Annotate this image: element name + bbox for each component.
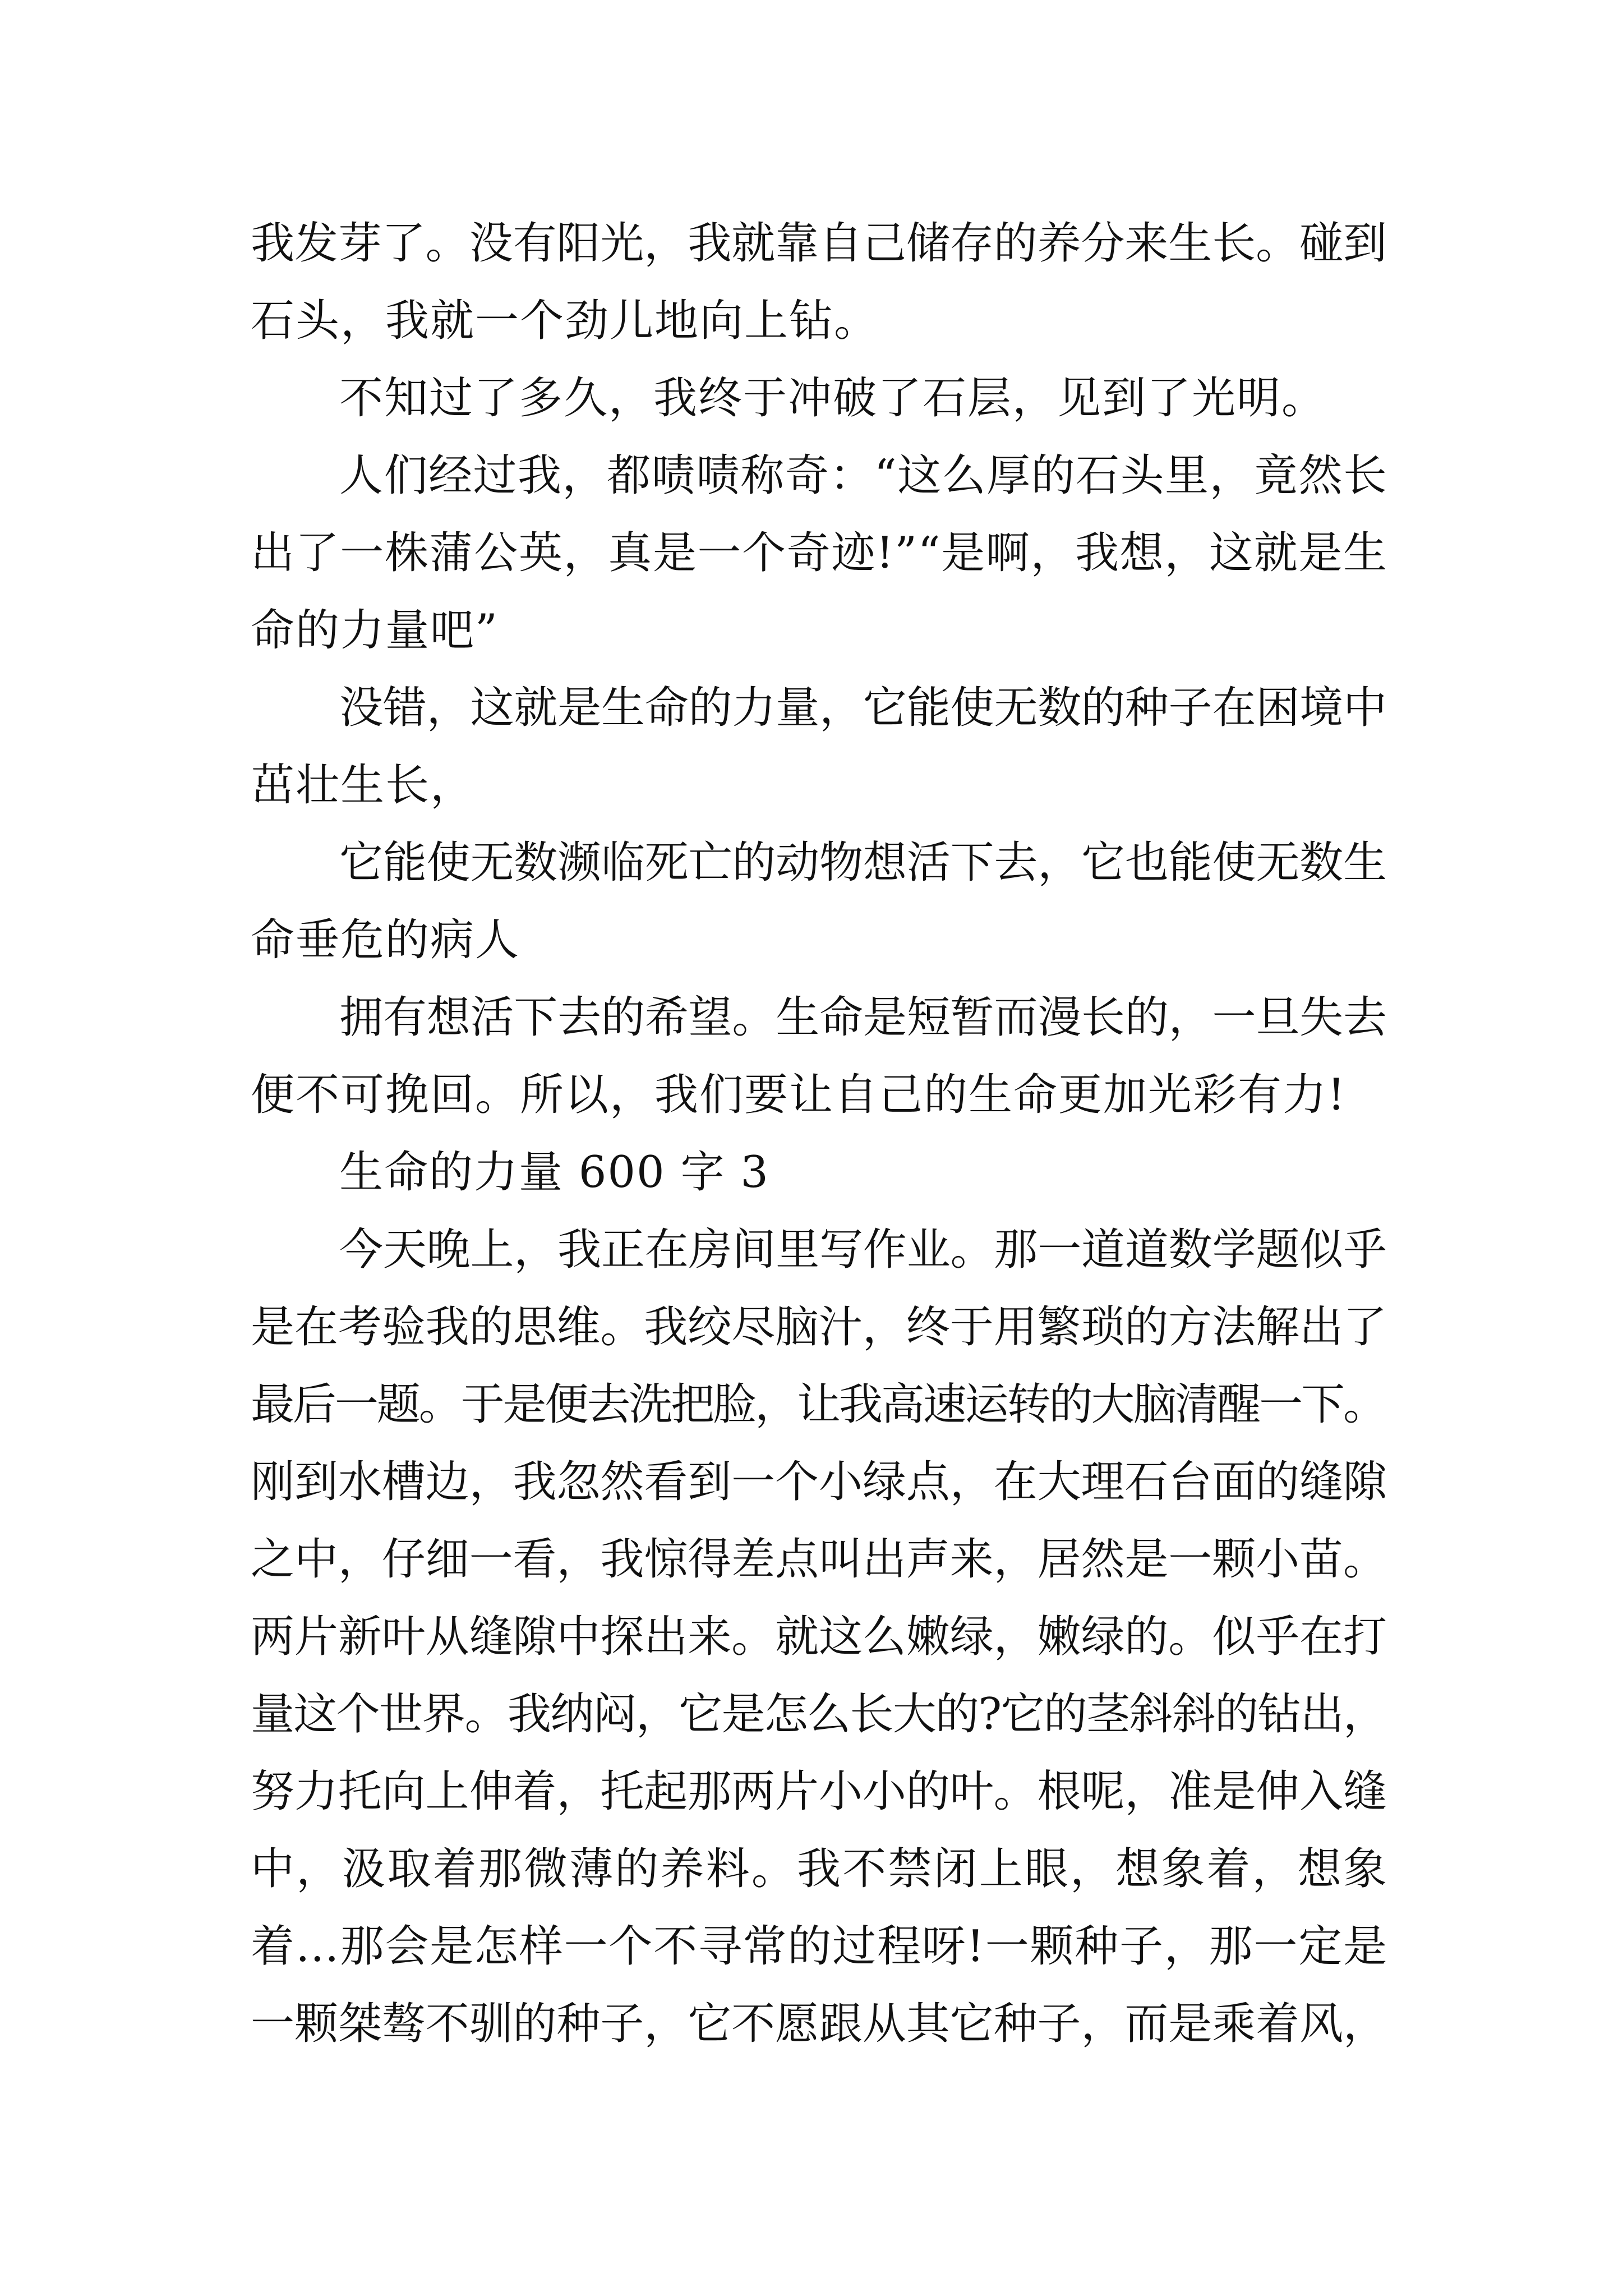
text-line-content: 量这个世界。我纳闷，它是怎么长大的?它的茎斜斜的钻出， [251, 1689, 1386, 1740]
text-line [251, 360, 1387, 437]
text-line-content: 一颗桀骜不驯的种子，它不愿跟从其它种子，而是乘着风， [251, 1999, 1387, 2049]
paragraph [251, 205, 1387, 360]
text-line [251, 901, 1387, 979]
text-line [251, 1289, 1387, 1366]
text-line [251, 514, 1387, 592]
text-line-content: 它能使无数濒临死亡的动物想活下去，它也能使无数生 [339, 838, 1387, 888]
text-line [251, 824, 1387, 901]
text-line-content: 茁壮生长， [251, 760, 476, 811]
text-line-content: 便不可挽回。所以，我们要让自己的生命更加光彩有力! [251, 1070, 1347, 1120]
text-line [251, 1598, 1387, 1676]
text-line-content: 刚到水槽边，我忽然看到一个小绿点，在大理石台面的缝隙 [251, 1457, 1387, 1507]
text-line [251, 1056, 1387, 1134]
text-line [251, 1134, 1387, 1211]
text-line-content: 着…那会是怎样一个不寻常的过程呀!一颗种子，那一定是 [251, 1921, 1388, 1972]
text-line-content: 最后一题。于是便去洗把脸，让我高速运转的大脑清醒一下。 [251, 1379, 1385, 1430]
text-line [251, 669, 1387, 747]
text-line [251, 979, 1387, 1056]
text-line-content: 两片新叶从缝隙中探出来。就这么嫩绿，嫩绿的。似乎在打 [251, 1612, 1387, 1662]
text-line-content: 人们经过我，都啧啧称奇：“这么厚的石头里，竟然长 [339, 450, 1388, 501]
text-line-content: 今天晚上，我正在房间里写作业。那一道道数学题似乎 [339, 1225, 1387, 1275]
text-line-content: 拥有想活下去的希望。生命是短暂而漫长的，一旦失去 [339, 992, 1387, 1043]
document-body [251, 205, 1387, 2063]
text-line [251, 437, 1387, 514]
paragraph [251, 824, 1387, 979]
paragraph [251, 360, 1387, 437]
text-line [251, 1521, 1387, 1598]
text-line [251, 1753, 1387, 1830]
text-line [251, 1676, 1387, 1753]
paragraph [251, 437, 1387, 669]
text-line-content: 不知过了多久，我终于冲破了石层，见到了光明。 [339, 373, 1327, 424]
text-line [251, 205, 1387, 282]
text-line [251, 1985, 1387, 2063]
text-line-content: 出了一株蒲公英，真是一个奇迹!”“是啊，我想，这就是生 [251, 528, 1388, 578]
section-heading [251, 1134, 1387, 1211]
section-heading-text: 生命的力量 600 字 3 [339, 1147, 769, 1198]
paragraph [251, 979, 1387, 1134]
text-line [251, 592, 1387, 669]
text-line [251, 1908, 1387, 1985]
text-line-content: 石头，我就一个劲儿地向上钻。 [251, 296, 879, 346]
text-line [251, 747, 1387, 824]
text-line-content: 努力托向上伸着，托起那两片小小的叶。根呢，准是伸入缝 [251, 1766, 1387, 1817]
text-line-content: 之中，仔细一看，我惊得差点叫出声来，居然是一颗小苗。 [251, 1534, 1387, 1585]
text-line [251, 1211, 1387, 1289]
text-line [251, 1366, 1387, 1443]
text-line-content: 没错，这就是生命的力量，它能使无数的种子在困境中 [339, 683, 1387, 733]
text-line-content: 命垂危的病人 [251, 915, 520, 965]
text-line [251, 1443, 1387, 1521]
text-line-content: 命的力量吧” [251, 605, 499, 656]
text-line [251, 1830, 1387, 1908]
text-line-content: 中，汲取着那微薄的养料。我不禁闭上眼，想象着，想象 [251, 1844, 1389, 1894]
paragraph [251, 1211, 1387, 2063]
text-line [251, 282, 1387, 360]
text-line-content: 是在考验我的思维。我绞尽脑汁，终于用繁琐的方法解出了 [251, 1302, 1387, 1352]
text-line-content: 我发芽了。没有阳光，我就靠自己储存的养分来生长。碰到 [251, 218, 1387, 269]
paragraph [251, 669, 1387, 824]
